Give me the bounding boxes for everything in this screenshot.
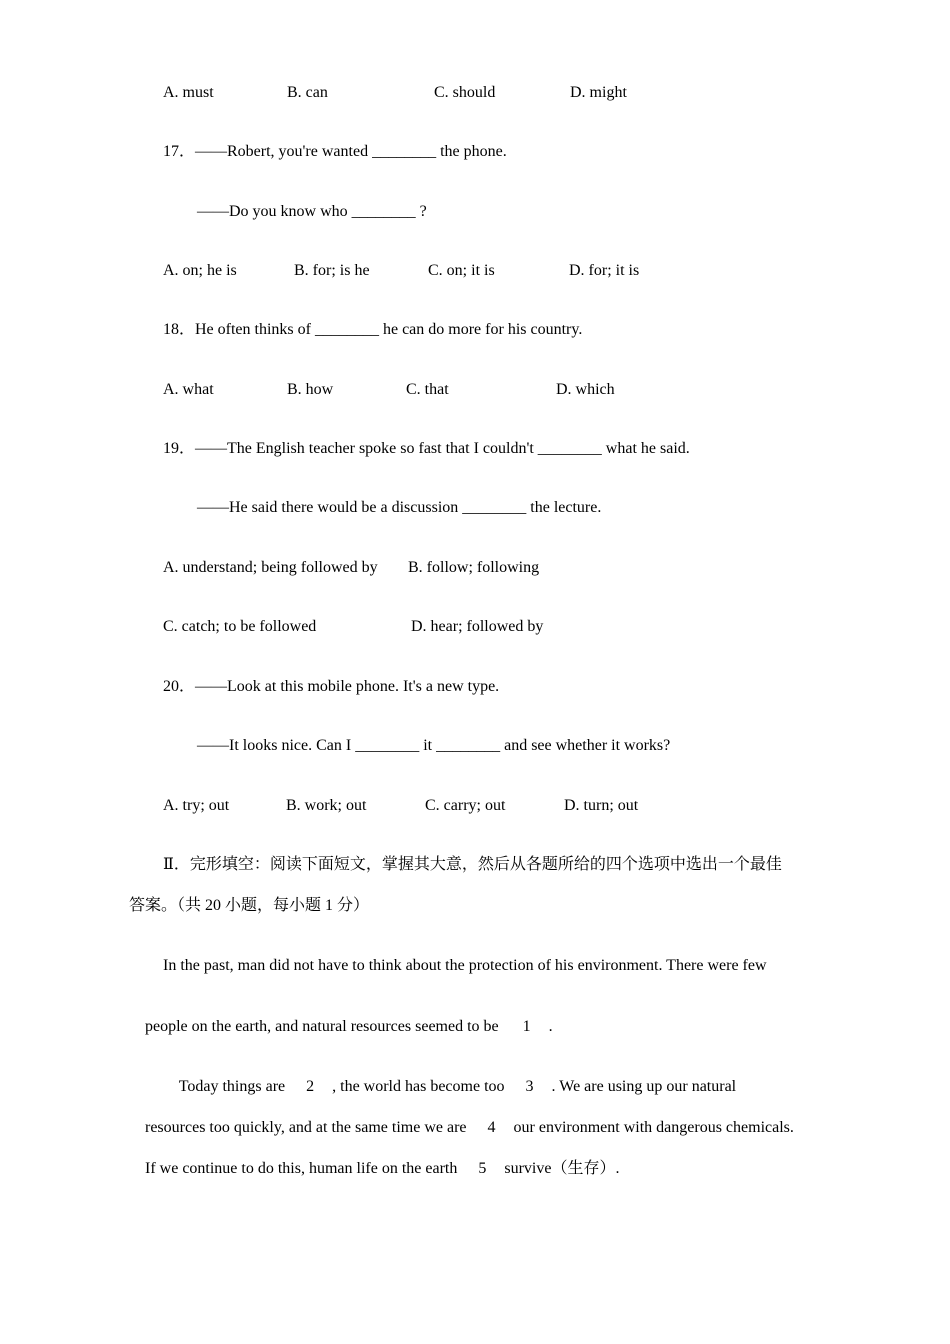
q16-option-c: C. should xyxy=(434,84,496,101)
q20-option-c: C. carry; out xyxy=(425,797,506,814)
q16-option-a: A. must xyxy=(163,84,214,101)
passage-text: If we continue to do this, human life on the earth xyxy=(145,1160,458,1177)
q20-stem: 20．——Look at this mobile phone. It's a new type. xyxy=(163,678,500,695)
q18-stem: 18．He often thinks of ________ he can do more for his country. xyxy=(163,321,583,338)
q19-option-a: A. understand; being followed by xyxy=(163,559,378,576)
q17-stem: 17．——Robert, you're wanted ________ the phone. xyxy=(163,143,507,160)
q19-reply: ——He said there would be a discussion ________ the lecture. xyxy=(197,499,602,516)
cloze-blank-1: 1 xyxy=(522,1018,531,1035)
passage-p1-line2 xyxy=(129,997,553,1057)
q18-option-b: B. how xyxy=(287,381,334,398)
q18-option-d: D. which xyxy=(556,381,615,398)
cloze-blank-4: 4 xyxy=(487,1119,496,1136)
passage-text: . xyxy=(548,1018,553,1035)
q17-option-b: B. for; is he xyxy=(294,262,370,279)
q16-option-d: D. might xyxy=(570,84,627,101)
passage-p2-line3 xyxy=(129,1139,619,1199)
q16-option-b: B. can xyxy=(287,84,328,101)
q20-option-d: D. turn; out xyxy=(564,797,639,814)
q19-option-c: C. catch; to be followed xyxy=(163,618,317,635)
cloze-blank-2: 2 xyxy=(306,1078,315,1095)
passage-text: , the world has become too xyxy=(332,1078,505,1095)
passage-text: survive（生存）. xyxy=(504,1160,620,1177)
passage-p1-line1: In the past, man did not have to think about the protection of his environment. There were few xyxy=(163,957,767,974)
q19-option-b: B. follow; following xyxy=(408,559,540,576)
q20-option-b: B. work; out xyxy=(286,797,367,814)
passage-text: our environment with dangerous chemicals. xyxy=(513,1119,794,1136)
passage-text: people on the earth, and natural resources seemed to be xyxy=(145,1018,499,1035)
q17-option-d: D. for; it is xyxy=(569,262,640,279)
q19-stem: 19．——The English teacher spoke so fast that I couldn't ________ what he said. xyxy=(163,440,690,457)
q17-reply: ——Do you know who ________ ? xyxy=(197,203,427,220)
q20-option-a: A. try; out xyxy=(163,797,230,814)
q17-option-c: C. on; it is xyxy=(428,262,495,279)
q18-option-a: A. what xyxy=(163,381,214,398)
passage-text: . We are using up our natural xyxy=(551,1078,737,1095)
q18-option-c: C. that xyxy=(406,381,449,398)
cloze-blank-5: 5 xyxy=(478,1160,487,1177)
passage-text: Today things are xyxy=(178,1078,286,1095)
cloze-blank-3: 3 xyxy=(525,1078,534,1095)
q20-reply: ——It looks nice. Can I ________ it ________ and see whether it works? xyxy=(197,737,671,754)
q17-option-a: A. on; he is xyxy=(163,262,237,279)
q19-option-d: D. hear; followed by xyxy=(411,618,544,635)
section2-title-line1: Ⅱ．完形填空：阅读下面短文，掌握其大意，然后从各题所给的四个选项中选出一个最佳 xyxy=(163,856,782,873)
passage-text: resources too quickly, and at the same time we are xyxy=(145,1119,467,1136)
section2-title-line2: 答案。（共 20 小题，每小题 1 分） xyxy=(129,897,370,914)
